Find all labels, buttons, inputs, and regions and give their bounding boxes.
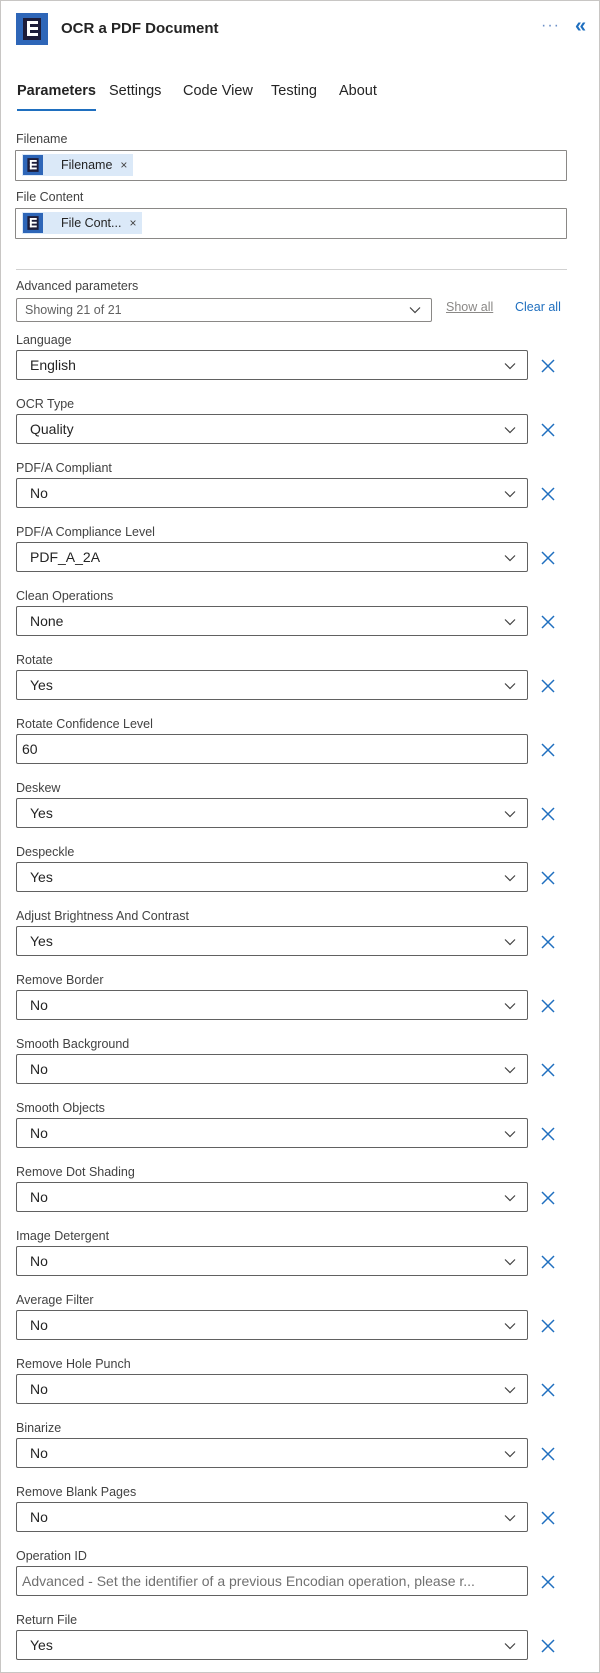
average-filter-label: Average Filter <box>16 1293 94 1307</box>
deskew-value: Yes <box>30 805 53 821</box>
image-detergent-dropdown[interactable] <box>16 1246 528 1276</box>
encodian-logo-icon <box>23 155 43 175</box>
remove-parameter-icon[interactable] <box>540 1510 556 1526</box>
operation-id-input[interactable] <box>16 1566 528 1596</box>
section-divider <box>16 269 567 270</box>
remove-dot-shading-label: Remove Dot Shading <box>16 1165 135 1179</box>
remove-parameter-icon[interactable] <box>540 870 556 886</box>
pdf-a-compliance-level-label: PDF/A Compliance Level <box>16 525 155 539</box>
binarize-label: Binarize <box>16 1421 62 1435</box>
return-file-dropdown[interactable] <box>16 1630 528 1660</box>
chevron-down-icon <box>504 359 516 377</box>
encodian-logo-icon <box>23 213 43 233</box>
pdf-a-compliance-level-dropdown[interactable] <box>16 542 528 572</box>
deskew-dropdown[interactable] <box>16 798 528 828</box>
chevron-down-icon <box>504 1383 516 1401</box>
binarize-dropdown[interactable] <box>16 1438 528 1468</box>
smooth-objects-label: Smooth Objects <box>16 1101 105 1115</box>
remove-parameter-icon[interactable] <box>540 678 556 694</box>
adjust-brightness-and-contrast-value: Yes <box>30 933 53 949</box>
chevron-down-icon <box>504 1639 516 1657</box>
remove-parameter-icon[interactable] <box>540 1382 556 1398</box>
deskew-label: Deskew <box>16 781 61 795</box>
rotate-confidence-level-input[interactable] <box>16 734 528 764</box>
file-content-label: File Content <box>16 190 84 204</box>
remove-hole-punch-value: No <box>30 1381 48 1397</box>
remove-parameter-icon[interactable] <box>540 1446 556 1462</box>
adjust-brightness-and-contrast-dropdown[interactable] <box>16 926 528 956</box>
remove-parameter-icon[interactable] <box>540 806 556 822</box>
rotate-value: Yes <box>30 677 53 693</box>
return-file-label: Return File <box>16 1613 78 1627</box>
pdf-a-compliant-value: No <box>30 485 48 501</box>
chevron-down-icon <box>504 615 516 633</box>
average-filter-value: No <box>30 1317 48 1333</box>
remove-parameter-icon[interactable] <box>540 1318 556 1334</box>
tab-code-view[interactable]: Code View <box>183 83 253 99</box>
clear-all-link[interactable]: Clear all <box>515 300 561 314</box>
filename-input[interactable] <box>15 150 567 181</box>
remove-blank-pages-label: Remove Blank Pages <box>16 1485 137 1499</box>
more-icon[interactable]: ··· <box>541 17 560 34</box>
tab-bar <box>17 81 587 111</box>
chevron-down-icon <box>504 807 516 825</box>
chevron-down-icon <box>504 423 516 441</box>
chevron-down-icon <box>409 303 421 321</box>
page-title: OCR a PDF Document <box>61 20 219 37</box>
despeckle-label: Despeckle <box>16 845 75 859</box>
rotate-label: Rotate <box>16 653 53 667</box>
advanced-parameters-label: Advanced parameters <box>16 279 139 293</box>
remove-parameter-icon[interactable] <box>540 934 556 950</box>
chevron-down-icon <box>504 935 516 953</box>
remove-parameter-icon[interactable] <box>540 550 556 566</box>
remove-parameter-icon[interactable] <box>540 486 556 502</box>
ocr-type-value: Quality <box>30 421 74 437</box>
image-detergent-label: Image Detergent <box>16 1229 110 1243</box>
chevron-down-icon <box>504 1191 516 1209</box>
smooth-background-value: No <box>30 1061 48 1077</box>
pdf-a-compliance-level-value: PDF_A_2A <box>30 549 101 565</box>
despeckle-dropdown[interactable] <box>16 862 528 892</box>
pdf-a-compliant-dropdown[interactable] <box>16 478 528 508</box>
chevron-down-icon <box>504 1511 516 1529</box>
remove-parameter-icon[interactable] <box>540 742 556 758</box>
tab-about[interactable]: About <box>339 83 377 99</box>
remove-hole-punch-dropdown[interactable] <box>16 1374 528 1404</box>
adjust-brightness-and-contrast-label: Adjust Brightness And Contrast <box>16 909 190 923</box>
language-label: Language <box>16 333 72 347</box>
remove-blank-pages-dropdown[interactable] <box>16 1502 528 1532</box>
remove-parameter-icon[interactable] <box>540 422 556 438</box>
remove-parameter-icon[interactable] <box>540 614 556 630</box>
remove-border-label: Remove Border <box>16 973 104 987</box>
encodian-logo-icon <box>16 13 48 45</box>
pdf-a-compliant-label: PDF/A Compliant <box>16 461 112 475</box>
despeckle-value: Yes <box>30 869 53 885</box>
binarize-value: No <box>30 1445 48 1461</box>
rotate-confidence-level-label: Rotate Confidence Level <box>16 717 153 731</box>
ocr-type-dropdown[interactable] <box>16 414 528 444</box>
language-dropdown[interactable] <box>16 350 528 380</box>
return-file-value: Yes <box>30 1637 53 1653</box>
clean-operations-label: Clean Operations <box>16 589 114 603</box>
chevron-down-icon <box>504 1255 516 1273</box>
clean-operations-value: None <box>30 613 64 629</box>
chevron-down-icon <box>504 1127 516 1145</box>
remove-border-value: No <box>30 997 48 1013</box>
clean-operations-dropdown[interactable] <box>16 606 528 636</box>
tab-settings[interactable]: Settings <box>109 83 162 99</box>
panel-header <box>1 1 600 61</box>
smooth-background-dropdown[interactable] <box>16 1054 528 1084</box>
smooth-objects-dropdown[interactable] <box>16 1118 528 1148</box>
show-all-link[interactable]: Show all <box>446 300 494 314</box>
remove-parameter-icon[interactable] <box>540 1638 556 1654</box>
chevron-down-icon <box>504 679 516 697</box>
ocr-type-label: OCR Type <box>16 397 75 411</box>
advanced-parameters-value: Showing 21 of 21 <box>25 303 122 317</box>
chevron-down-icon <box>504 999 516 1017</box>
chevron-down-icon <box>504 1319 516 1337</box>
chevron-down-icon <box>504 487 516 505</box>
average-filter-dropdown[interactable] <box>16 1310 528 1340</box>
filename-token-text: Filename <box>61 158 113 172</box>
remove-parameter-icon[interactable] <box>540 1254 556 1270</box>
chevron-down-icon <box>504 1447 516 1465</box>
remove-border-dropdown[interactable] <box>16 990 528 1020</box>
remove-token-icon[interactable]: × <box>129 216 137 230</box>
remove-parameter-icon[interactable] <box>540 998 556 1014</box>
image-detergent-value: No <box>30 1253 48 1269</box>
filename-label: Filename <box>16 132 68 146</box>
chevron-down-icon <box>504 551 516 569</box>
remove-parameter-icon[interactable] <box>540 1126 556 1142</box>
file-content-token[interactable] <box>22 212 142 234</box>
operation-id-placeholder: Advanced - Set the identifier of a previous Encodian operation, please r... <box>22 1573 475 1589</box>
tab-testing[interactable]: Testing <box>271 83 317 99</box>
remove-hole-punch-label: Remove Hole Punch <box>16 1357 131 1371</box>
remove-token-icon[interactable]: × <box>120 158 128 172</box>
remove-parameter-icon[interactable] <box>540 1190 556 1206</box>
smooth-objects-value: No <box>30 1125 48 1141</box>
tab-parameters[interactable]: Parameters <box>17 81 96 111</box>
collapse-panel-icon[interactable]: « <box>575 15 587 37</box>
remove-dot-shading-dropdown[interactable] <box>16 1182 528 1212</box>
rotate-dropdown[interactable] <box>16 670 528 700</box>
smooth-background-label: Smooth Background <box>16 1037 130 1051</box>
remove-parameter-icon[interactable] <box>540 1062 556 1078</box>
advanced-parameters-dropdown[interactable] <box>16 298 432 322</box>
language-value: English <box>30 357 76 373</box>
chevron-down-icon <box>504 1063 516 1081</box>
filename-token[interactable] <box>22 154 133 176</box>
remove-dot-shading-value: No <box>30 1189 48 1205</box>
file-content-input[interactable] <box>15 208 567 239</box>
file-content-token-text: File Cont... <box>61 216 122 230</box>
remove-parameter-icon[interactable] <box>540 1574 556 1590</box>
remove-blank-pages-value: No <box>30 1509 48 1525</box>
remove-parameter-icon[interactable] <box>540 358 556 374</box>
rotate-confidence-level-value: 60 <box>22 741 38 757</box>
chevron-down-icon <box>504 871 516 889</box>
operation-id-label: Operation ID <box>16 1549 87 1563</box>
